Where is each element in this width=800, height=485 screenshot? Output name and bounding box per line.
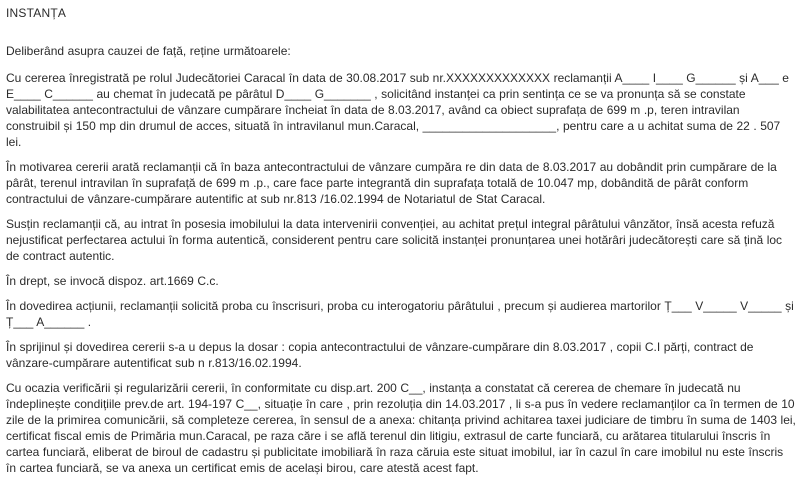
paragraph-possession: Susțin reclamanții că, au intrat în posesia imobilului la data intervenirii convenției, au achitat prețul integral pârâtului vânzător, însă acesta refuză nejustificat perfectarea actului în forma autentică, considerent pentru care solicită instanței pronunțarea unei hotărâri judecătorești care să țină loc de contract autentic.	[6, 217, 783, 263]
paragraph-documents: În sprijinul și dovedirea cererii s-a u depus la dosar : copia antecontractului de vânzare-cumpărare din 8.03.2017 , copii C.I părți, contract de vânzare-cumpărare autentificat sub n r.813/16.02.1994.	[6, 340, 754, 370]
paragraph-evidence: În dovedirea acțiunii, reclamanții solicită proba cu înscrisuri, proba cu interogatoriu pârâtului , precum și audierea martorilor Ț___ V_____ V_____ și Ț___ A______ .	[6, 299, 794, 329]
paragraph-legal-basis: În drept, se invocă dispoz. art.1669 C.c.	[6, 274, 219, 288]
document-title: INSTANȚA	[6, 6, 67, 20]
paragraph-motivation: În motivarea cererii arată reclamanții că în baza antecontractului de vânzare cumpăra re din data de 8.03.2017 au dobândit prin cumpărare de la pârât, terenul intravilan în suprafață de 699 m .p., care face parte integrantă din suprafața totală de 10.047 mp, dobândită de pârât conform contractului de vânzare-cumpărare autentific at sub nr.813 /16.02.1994 de Notariatul de Stat Caracal.	[6, 160, 777, 206]
paragraph-intro: Deliberând asupra cauzei de față, reține următoarele:	[6, 44, 291, 58]
document-body	[6, 5, 796, 485]
paragraph-claim: Cu cererea înregistrată pe rolul Judecătoriei Caracal în data de 30.08.2017 sub nr.XXXXXXXXXXXXX reclamanții A____ I____ G______ și A___ e E____ C______ au chemat în judecată pe pârâtul D____ G_______ , solicitând instanței ca prin sentința ce se va pronunța să se constate valabilitatea antecontractului de vânzare cumpărare încheiat în data de 8.03.2017, având ca obiect suprafața de 699 m .p, teren intravilan construibil și 150 mp din drumul de acces, situată în intravilanul mun.Caracal, ____________________, pentru care a u achitat suma de 22 . 507 lei.	[6, 71, 789, 149]
paragraph-verification: Cu ocazia verificării și regularizării cererii, în conformitate cu disp.art. 200 C__, instanța a constatat că cererea de chemare în judecată nu îndeplinește condițiile prev.de art. 194-197 C__, situație în care , prin rezoluția din 14.03.2017 , li s-a pus în vedere reclamanților ca în termen de 10 zile de la primirea comunicării, să completeze cererea, în sensul de a anexa: chitanța privind achitarea taxei judiciare de timbru în suma de 1403 lei, certificat fiscal emis de Primăria mun.Caracal, pe raza căre i se află terenul din litigiu, extrasul de carte funciară, cu arătarea titularului înscris în cartea funciară, eliberat de biroul de cadastru și publicitate imobiliară în raza căruia este situat imobilul, iar în cazul în care imobilul nu este înscris în cartea funciară, se va anexa un certificat emis de același birou, care atestă acest fapt.	[6, 381, 796, 475]
